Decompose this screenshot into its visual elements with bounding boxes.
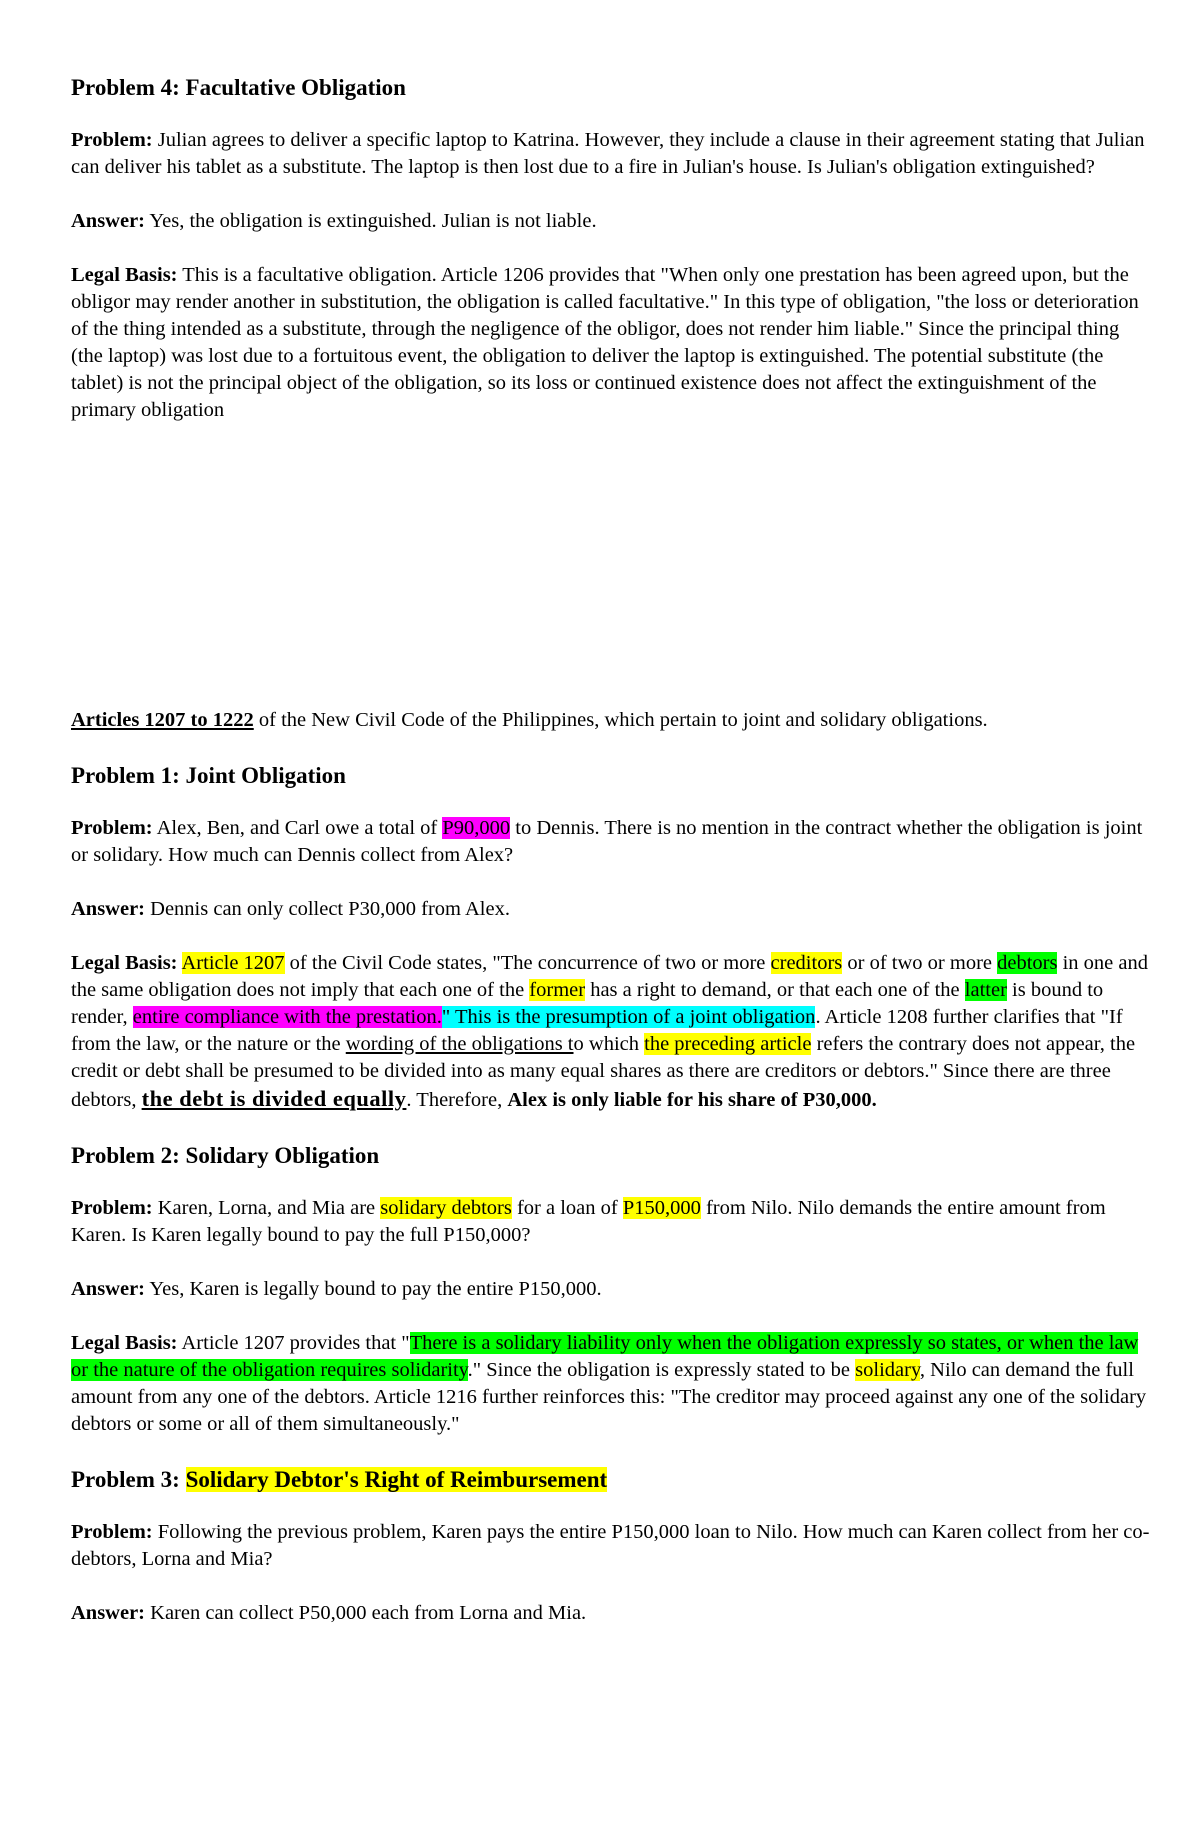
highlight-entire-compliance: entire compliance with the prestation. <box>132 1006 442 1028</box>
answer-text: Yes, Karen is legally bound to pay the entire P150,000. <box>149 1278 602 1300</box>
text-run: . Article 1208 further clarifies that "If from the law, or the nature or the <box>71 1006 1123 1055</box>
highlight-solidary-debtors: solidary debtors <box>380 1197 512 1219</box>
text-run: for a loan of <box>511 1197 623 1219</box>
highlight-former: former <box>529 979 586 1001</box>
articles-range: Articles 1207 to 1222 <box>71 709 254 731</box>
intro-rest: of the New Civil Code of the Philippines, which pertain to joint and solidary obligations. <box>253 709 988 731</box>
highlight-amount: P150,000 <box>622 1197 701 1219</box>
problem-2-legal-basis <box>71 1330 1151 1438</box>
problem-label: Problem: <box>71 817 153 839</box>
legal-basis-label: Legal Basis: <box>71 1332 178 1354</box>
text-run: in one and the same obligation does not imply that each one of the <box>71 952 1149 1001</box>
underlined-wording: wording of the obligations t <box>345 1033 574 1055</box>
legal-basis-text: This is a facultative obligation. Article 1206 provides that "When only one prestation has been agreed upon, but the obligor may render another in substitution, the obligation is called facultative." In this type of obligation, "the loss or deterioration of the thing intended as a substitute, through the negligence of the obligor, does not render him liable." Since the principal thing (the laptop) was lost due to a fortuitous event, the obligation to deliver the laptop is extinguished. The potential substitute (the tablet) is not the principal object of the obligation, so its loss or continued existence does not affect the extinguishment of the primary obligation <box>71 264 1139 421</box>
highlight-preceding-article: the preceding article <box>644 1033 812 1055</box>
problem-3-problem <box>71 1519 1151 1573</box>
highlight-article: Article 1207 <box>181 952 285 974</box>
highlight-joint-presumption: " This is the presumption of a joint obligation <box>441 1006 816 1028</box>
text-run: , Nilo can demand the full amount from any one of the debtors. Article 1216 further reinforces this: "The creditor may proceed against any one of the solidary debtors or some or all of them simultaneously." <box>71 1359 1147 1435</box>
text-run: is bound to render, <box>71 979 1104 1028</box>
highlight-debtors: debtors <box>997 952 1058 974</box>
answer-label: Answer: <box>71 1278 146 1300</box>
joint-solidary-section <box>71 707 1151 1654</box>
emphasis-liability: Alex is only liable for his share of P30,000. <box>507 1089 877 1111</box>
legal-basis-label: Legal Basis: <box>71 264 178 286</box>
text-run: refers the contrary does not appear, the credit or debt shall be presumed to be divided into as many equal shares as there are creditors or debtors." Since there are three debtors, <box>71 1033 1136 1111</box>
answer-label: Answer: <box>71 210 146 232</box>
answer-text: Dennis can only collect P30,000 from Alex. <box>150 898 510 920</box>
highlight-heading: Solidary Debtor's Right of Reimbursement <box>185 1467 608 1492</box>
problem-2-problem <box>71 1195 1151 1249</box>
legal-basis-label: Legal Basis: <box>71 952 178 974</box>
problem-4-problem <box>71 127 1151 181</box>
problem-text: Julian agrees to deliver a specific laptop to Katrina. However, they include a clause in their agreement stating that Julian can deliver his tablet as a substitute. The laptop is then lost due to a fire in Julian's house. Is Julian's obligation extinguished? <box>71 129 1145 178</box>
text-run: . Therefore, <box>406 1089 508 1111</box>
problem-text: Following the previous problem, Karen pays the entire P150,000 loan to Nilo. How much can Karen collect from her co-debtors, Lorna and Mia? <box>71 1521 1150 1570</box>
problem-4-section <box>71 73 1151 451</box>
text-run: from Nilo. Nilo demands the entire amount from Karen. Is Karen legally bound to pay the full P150,000? <box>71 1197 1106 1246</box>
text-run: ." Since the obligation is expressly stated to be <box>467 1359 856 1381</box>
problem-2-heading: Problem 2: Solidary Obligation <box>71 1143 380 1168</box>
text-run: Article 1207 provides that " <box>181 1332 410 1354</box>
problem-label: Problem: <box>71 1197 153 1219</box>
text-run: Karen, Lorna, and Mia are <box>157 1197 381 1219</box>
highlight-latter: latter <box>964 979 1007 1001</box>
problem-1-legal-basis <box>71 950 1151 1114</box>
highlight-amount: P90,000 <box>442 817 511 839</box>
answer-label: Answer: <box>71 1602 146 1624</box>
emphasis-divided-equally: the debt is divided equally <box>141 1086 407 1111</box>
text-run: has a right to demand, or that each one of the <box>585 979 965 1001</box>
problem-3-heading <box>71 1465 1151 1495</box>
answer-text: Karen can collect P50,000 each from Lorna and Mia. <box>150 1602 587 1624</box>
problem-4-answer <box>71 208 1151 235</box>
answer-label: Answer: <box>71 898 146 920</box>
problem-label: Problem: <box>71 129 153 151</box>
highlight-solidary-liability: There is a solidary liability only when the obligation expressly so states, or when the law or the nature of the obligation requires solidarity <box>71 1332 1139 1381</box>
problem-label: Problem: <box>71 1521 153 1543</box>
text-run: of the Civil Code states, "The concurrence of two or more <box>284 952 771 974</box>
highlight-creditors: creditors <box>770 952 843 974</box>
problem-4-legal-basis <box>71 262 1151 424</box>
text-run: o which <box>573 1033 645 1055</box>
text-run: or of two or more <box>842 952 998 974</box>
problem-1-answer <box>71 896 1151 923</box>
text-run: Alex, Ben, and Carl owe a total of <box>156 817 443 839</box>
answer-text: Yes, the obligation is extinguished. Julian is not liable. <box>149 210 597 232</box>
problem-2-answer <box>71 1276 1151 1303</box>
problem-1-problem <box>71 815 1151 869</box>
heading-prefix: Problem 3: <box>71 1467 186 1492</box>
problem-1-heading: Problem 1: Joint Obligation <box>71 763 346 788</box>
text-run: to Dennis. There is no mention in the contract whether the obligation is joint or solidary. How much can Dennis collect from Alex? <box>71 817 1143 866</box>
problem-3-answer <box>71 1600 1151 1627</box>
intro-paragraph <box>71 707 1151 734</box>
highlight-solidary: solidary <box>855 1359 920 1381</box>
problem-4-heading: Problem 4: Facultative Obligation <box>71 75 406 100</box>
